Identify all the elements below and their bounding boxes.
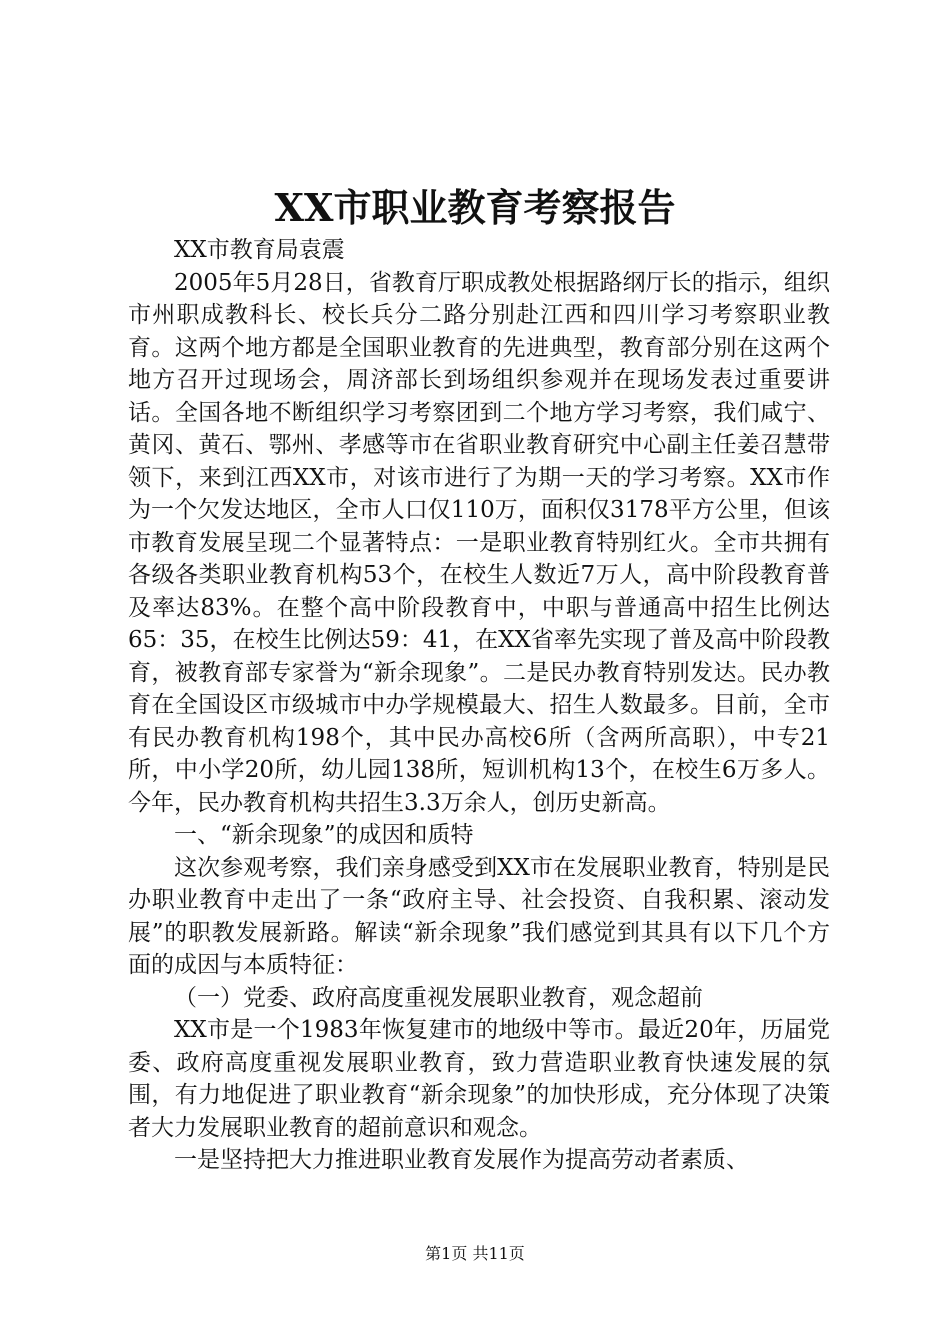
body-paragraph: 一是坚持把大力推进职业教育发展作为提高劳动者素质、: [174, 1147, 749, 1173]
body-paragraph: XX市是一个1983年恢复建市的地级中等市。最近20年，历届党委、政府高度重视发展职业教育，致力营造职业教育快速发展的氛围，有力地促进了职业教育“新余现象”的加快形成，充分体现了决策者大力发展职业教育的超前意识和观念。: [128, 1017, 830, 1141]
author-line: XX市教育局袁震: [174, 237, 345, 263]
subsection-heading: （一）党委、政府高度重视发展职业教育，观念超前: [174, 984, 703, 1011]
body-paragraph: 2005年5月28日，省教育厅职成教处根据路纲厅长的指示，组织市州职成教科长、校长兵分二路分别赴江西和四川学习考察职业教育。这两个地方都是全国职业教育的先进典型，教育部分别在这两个地方召开过现场会，周济部长到场组织参观并在现场发表过重要讲话。全国各地不断组织学习考察团到二个地方学习考察，我们咸宁、黄冈、黄石、鄂州、孝感等市在省职业教育研究中心副主任姜召慧带领下，来到江西XX市，对该市进行了为期一天的学习考察。XX市作为一个欠发达地区，全市人口仅110万，面积仅3178平方公里，但该市教育发展呈现二个显著特点：一是职业教育特别红火。全市共拥有各级各类职业教育机构53个，在校生人数近7万人，高中阶段教育普及率达83%。在整个高中阶段教育中，中职与普通高中招生比例达65：35，在校生比例达59：41，在XX省率先实现了普及高中阶段教育，被教育部专家誉为“新余现象”。二是民办教育特别发达。民办教育在全国设区市级城市中办学规模最大、招生人数最多。目前，全市有民办教育机构198个，其中民办高校6所（含两所高职），中专21所，中小学20所，幼儿园138所，短训机构13个，在校生6万多人。今年，民办教育机构共招生3.3万余人，创历史新高。: [128, 269, 830, 816]
section-heading: 一、“新余现象”的成因和质特: [174, 822, 474, 848]
body-paragraph: 这次参观考察，我们亲身感受到XX市在发展职业教育，特别是民办职业教育中走出了一条“政府主导、社会投资、自我积累、滚动发展”的职教发展新路。解读“新余现象”我们感觉到其具有以下几个方面的成因与本质特征：: [128, 854, 830, 978]
document-body: [128, 234, 830, 1177]
page-number-footer: 第1页 共11页: [425, 1244, 525, 1263]
document-title: XX市职业教育考察报告: [274, 185, 676, 230]
